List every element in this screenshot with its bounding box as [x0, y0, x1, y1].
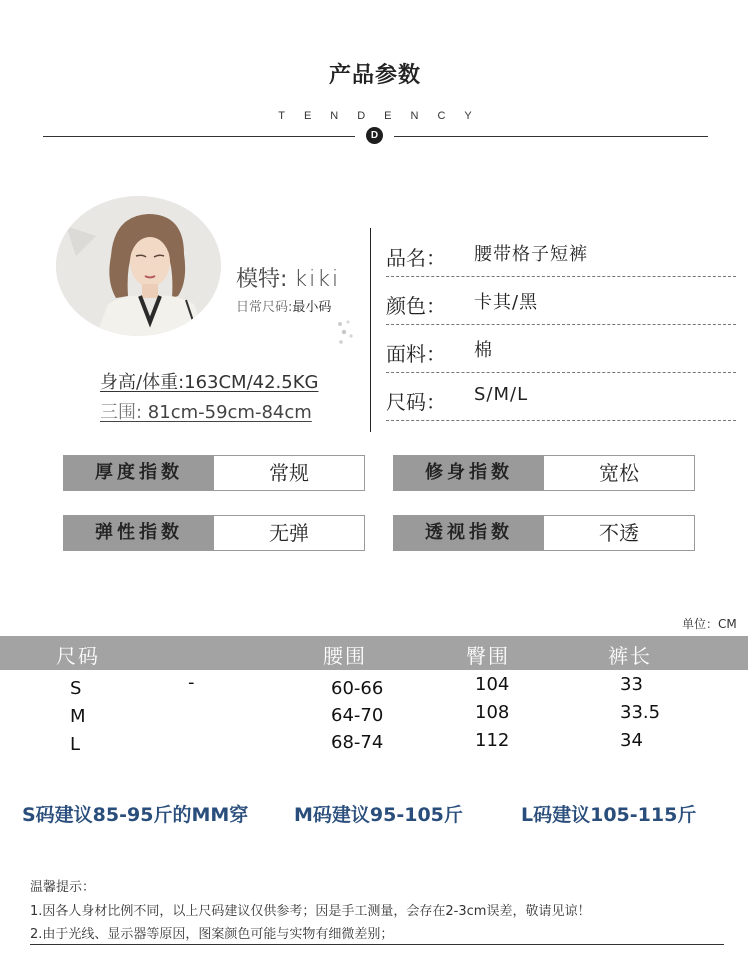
page-title: 产品参数: [328, 63, 421, 88]
model-label: 模特:: [236, 267, 288, 292]
index-fit: [393, 455, 695, 491]
recommend-l: L码建议105-115斤: [521, 804, 697, 826]
info-key: 颜色：: [386, 294, 446, 318]
info-row-fabric: [386, 324, 736, 373]
unit-label: 单位：CM: [682, 617, 737, 631]
info-value: 卡其/黑: [474, 292, 539, 313]
tendency-subtitle: TENDENCY: [278, 110, 491, 122]
cell-length: 33.5: [620, 702, 661, 723]
model-photo: [56, 196, 221, 336]
model-size-note: [236, 296, 331, 315]
divider-right: [394, 136, 708, 137]
model-measurements: [100, 398, 312, 424]
model-name: [236, 262, 340, 293]
cell-hip: 104: [475, 674, 510, 695]
model-size-value: 最小码: [292, 300, 332, 315]
measure-value: 81cm-59cm-84cm: [142, 402, 312, 423]
info-key: 尺码：: [386, 390, 446, 414]
index-elasticity: [63, 515, 365, 551]
cell-waist: 60-66: [331, 678, 384, 699]
index-label: 厚度指数: [64, 456, 214, 490]
bottom-divider: [30, 944, 724, 945]
cell-waist: 64-70: [331, 705, 384, 726]
info-row-size: [386, 372, 736, 421]
cell-hip: 112: [475, 730, 510, 751]
cell-length: 34: [620, 730, 643, 751]
tips-title: 温馨提示：: [30, 880, 96, 895]
info-row-name: [386, 228, 736, 277]
recommend-s: S码建议85-95斤的MM穿: [22, 804, 249, 826]
info-key: 面料：: [386, 342, 446, 366]
index-transparency: [393, 515, 695, 551]
cell-size: M: [70, 706, 86, 727]
size-table-header: [0, 636, 748, 670]
table-row: [0, 732, 750, 762]
measure-label: 三围:: [100, 402, 143, 423]
model-name-value: kiki: [294, 267, 341, 292]
model-height-weight: 身高/体重:163CM/42.5KG: [100, 372, 319, 393]
info-value: 棉: [474, 340, 493, 361]
cell-waist: 68-74: [331, 732, 384, 753]
info-value: 腰带格子短裤: [474, 244, 588, 265]
model-size-label: 日常尺码:: [236, 300, 293, 315]
tendency-badge: D: [366, 127, 383, 144]
cell-size: L: [70, 734, 81, 755]
index-value: 不透: [599, 521, 639, 545]
info-value: S/M/L: [474, 384, 529, 405]
tip-item-1: 1.因各人身材比例不同，以上尺码建议仅供参考；因是手工测量，会存在2-3cm误差，敬请见谅！: [30, 904, 591, 919]
decor-dots-icon: [336, 318, 356, 348]
vertical-divider: [370, 228, 371, 432]
cell-size: S: [70, 678, 82, 699]
index-label: 透视指数: [394, 516, 544, 550]
cell-length: 33: [620, 674, 643, 695]
cell-extra: -: [188, 672, 195, 693]
tip-item-2: 2.由于光线、显示器等原因，图案颜色可能与实物有细微差别；: [30, 927, 394, 942]
recommend-m: M码建议95-105斤: [294, 804, 463, 826]
index-value: 常规: [269, 461, 309, 485]
header-size: 尺码: [56, 644, 100, 668]
header-waist: 腰围: [323, 644, 367, 668]
cell-hip: 108: [475, 702, 510, 723]
divider-left: [43, 136, 355, 137]
index-value: 宽松: [599, 461, 639, 485]
index-label: 弹性指数: [64, 516, 214, 550]
index-label: 修身指数: [394, 456, 544, 490]
info-key: 品名：: [386, 246, 446, 270]
index-value: 无弹: [269, 521, 309, 545]
header-length: 裤长: [608, 644, 652, 668]
index-thickness: [63, 455, 365, 491]
header-hip: 臀围: [466, 644, 510, 668]
info-row-color: [386, 276, 736, 325]
